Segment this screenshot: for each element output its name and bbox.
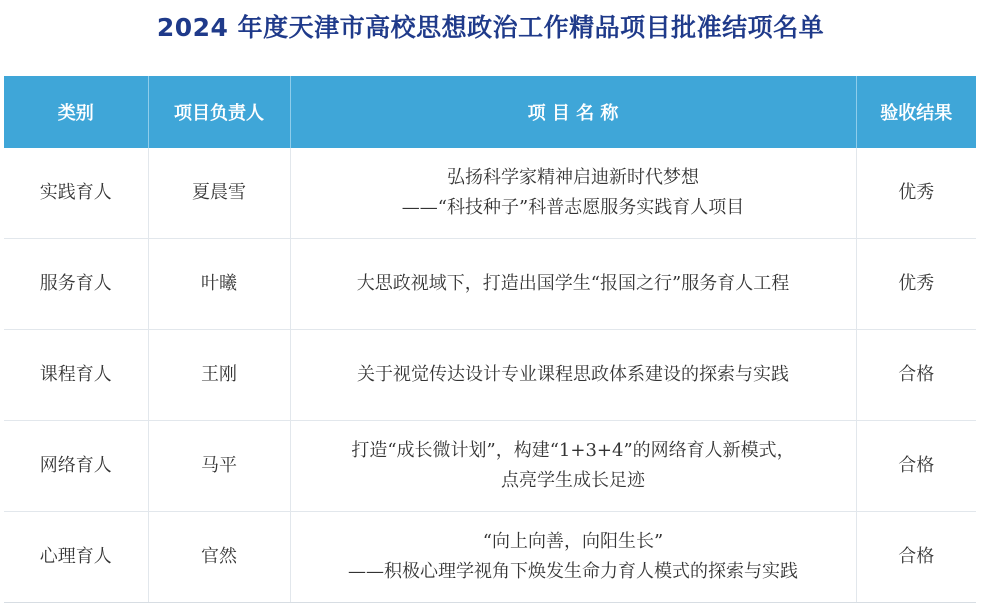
cell-result: 合格 [856, 330, 976, 421]
project-name-line: 大思政视域下，打造出国学生“报国之行”服务育人工程 [356, 273, 790, 294]
cell-result: 合格 [856, 421, 976, 512]
project-name-line: ——“科技种子”科普志愿服务实践育人项目 [401, 197, 745, 218]
project-name-line: 打造“成长微计划”，构建“1+3+4”的网络育人新模式， [351, 440, 795, 461]
table-body [4, 148, 976, 603]
table-row [4, 239, 976, 330]
page-title: 2024 年度天津市高校思想政治工作精品项目批准结项名单 [156, 13, 825, 42]
project-name-line: “向上向善，向阳生长” [482, 531, 664, 552]
cell-project-name [290, 330, 856, 421]
project-name-line: ——积极心理学视角下焕发生命力育人模式的探索与实践 [348, 561, 798, 582]
cell-leader: 叶曦 [148, 239, 290, 330]
project-name-line: 关于视觉传达设计专业课程思政体系建设的探索与实践 [357, 364, 789, 385]
table-row [4, 148, 976, 239]
project-name-line: 点亮学生成长足迹 [501, 470, 645, 491]
cell-project-name [290, 239, 856, 330]
cell-project-name [290, 148, 856, 239]
table-row [4, 330, 976, 421]
cell-project-name [290, 512, 856, 603]
cell-leader: 王刚 [148, 330, 290, 421]
header-leader: 项目负责人 [148, 76, 290, 148]
table-row [4, 421, 976, 512]
header-project-name: 项 目 名 称 [290, 76, 856, 148]
cell-category: 网络育人 [4, 421, 148, 512]
table-header [4, 76, 976, 148]
project-table-container [4, 76, 976, 603]
project-name-line: 弘扬科学家精神启迪新时代梦想 [447, 167, 699, 188]
cell-result: 合格 [856, 512, 976, 603]
project-table [4, 76, 976, 603]
header-result: 验收结果 [856, 76, 976, 148]
cell-category: 心理育人 [4, 512, 148, 603]
cell-result: 优秀 [856, 239, 976, 330]
cell-category: 实践育人 [4, 148, 148, 239]
table-row [4, 512, 976, 603]
cell-category: 课程育人 [4, 330, 148, 421]
cell-leader: 官然 [148, 512, 290, 603]
header-row [4, 76, 976, 148]
cell-category: 服务育人 [4, 239, 148, 330]
cell-result: 优秀 [856, 148, 976, 239]
header-category: 类别 [4, 76, 148, 148]
cell-leader: 夏晨雪 [148, 148, 290, 239]
cell-leader: 马平 [148, 421, 290, 512]
cell-project-name [290, 421, 856, 512]
